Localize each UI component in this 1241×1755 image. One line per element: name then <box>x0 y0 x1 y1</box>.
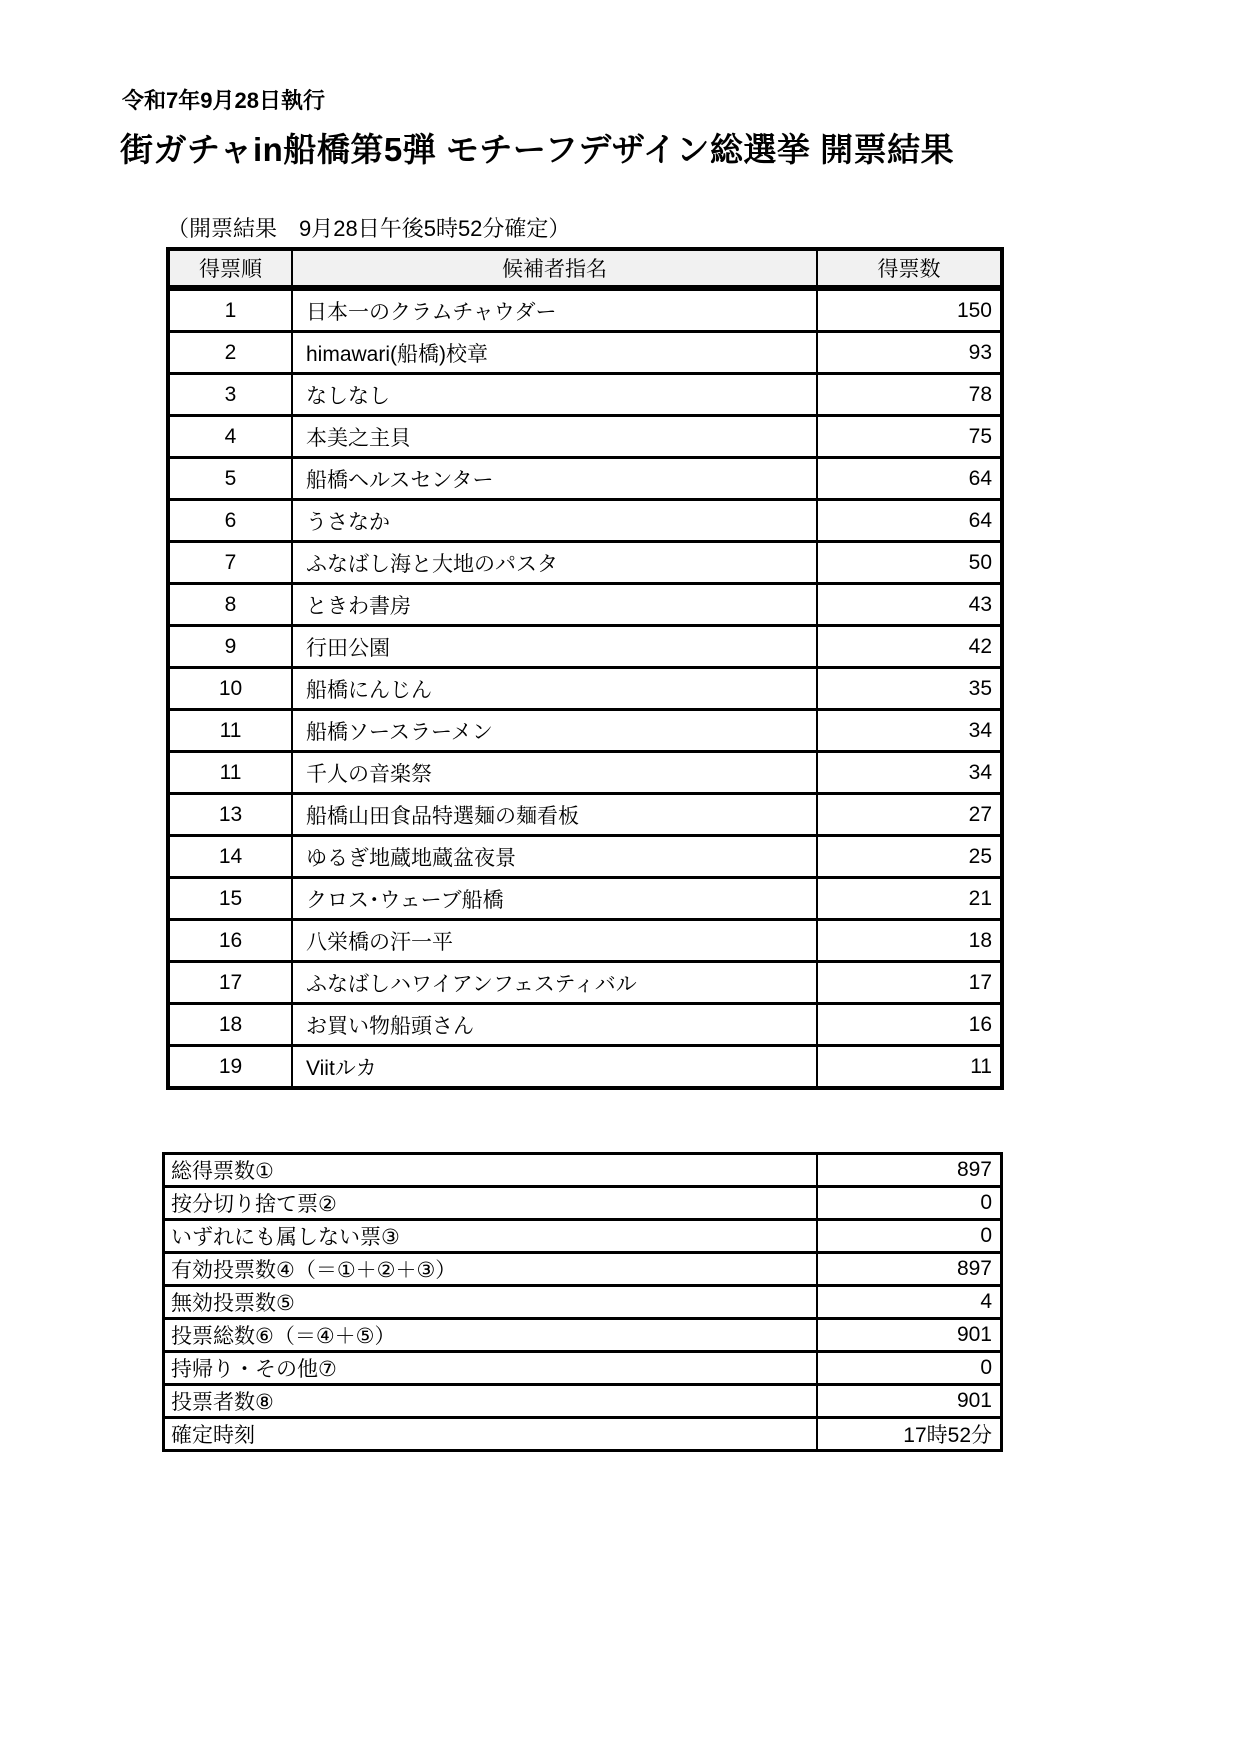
table-row <box>168 332 1002 374</box>
rank-cell: 11 <box>168 752 292 794</box>
rank-cell: 16 <box>168 920 292 962</box>
votes-cell: 150 <box>817 288 1002 332</box>
summary-label-cell: 総得票数① <box>164 1154 817 1187</box>
candidate-cell: himawari(船橋)校章 <box>292 332 817 374</box>
rank-cell: 7 <box>168 542 292 584</box>
table-row <box>168 626 1002 668</box>
table-row <box>168 920 1002 962</box>
table-row <box>168 374 1002 416</box>
summary-label-cell: 按分切り捨て票② <box>164 1187 817 1220</box>
candidate-cell: お買い物船頭さん <box>292 1004 817 1046</box>
rank-cell: 19 <box>168 1046 292 1089</box>
votes-cell: 18 <box>817 920 1002 962</box>
rank-cell: 8 <box>168 584 292 626</box>
votes-cell: 42 <box>817 626 1002 668</box>
summary-value-cell: 0 <box>817 1187 1002 1220</box>
candidate-cell: クロス･ウェーブ船橋 <box>292 878 817 920</box>
rank-cell: 4 <box>168 416 292 458</box>
table-row <box>164 1385 1002 1418</box>
summary-label-cell: 無効投票数⑤ <box>164 1286 817 1319</box>
table-row <box>168 288 1002 332</box>
votes-cell: 75 <box>817 416 1002 458</box>
summary-value-cell: 901 <box>817 1385 1002 1418</box>
table-row <box>168 500 1002 542</box>
table-row <box>164 1418 1002 1451</box>
rank-cell: 17 <box>168 962 292 1004</box>
summary-value-cell: 0 <box>817 1352 1002 1385</box>
table-row <box>168 962 1002 1004</box>
candidate-cell: 船橋ソースラーメン <box>292 710 817 752</box>
summary-label-cell: 有効投票数④（＝①＋②＋③） <box>164 1253 817 1286</box>
rank-cell: 6 <box>168 500 292 542</box>
header-rank: 得票順 <box>168 249 292 288</box>
page-title: 街ガチャin船橋第5弾 モチーフデザイン総選挙 開票結果 <box>120 131 955 168</box>
table-row <box>164 1187 1002 1220</box>
rank-cell: 9 <box>168 626 292 668</box>
table-row <box>164 1220 1002 1253</box>
issued-date-line: 令和7年9月28日執行 <box>122 88 325 113</box>
candidate-cell: 船橋ヘルスセンター <box>292 458 817 500</box>
votes-cell: 43 <box>817 584 1002 626</box>
candidate-cell: 行田公園 <box>292 626 817 668</box>
table-row <box>168 710 1002 752</box>
rank-cell: 1 <box>168 288 292 332</box>
table-row <box>168 1046 1002 1089</box>
summary-table <box>162 1152 1003 1452</box>
summary-label-cell: 投票総数⑥（＝④＋⑤） <box>164 1319 817 1352</box>
summary-label-cell: 持帰り・その他⑦ <box>164 1352 817 1385</box>
table-row <box>164 1253 1002 1286</box>
votes-cell: 34 <box>817 710 1002 752</box>
table-row <box>168 752 1002 794</box>
votes-cell: 64 <box>817 500 1002 542</box>
votes-cell: 93 <box>817 332 1002 374</box>
summary-value-cell: 897 <box>817 1253 1002 1286</box>
summary-value-cell: 17時52分 <box>817 1418 1002 1451</box>
header-candidate: 候補者指名 <box>292 249 817 288</box>
votes-cell: 21 <box>817 878 1002 920</box>
votes-cell: 78 <box>817 374 1002 416</box>
candidate-cell: うさなか <box>292 500 817 542</box>
table-row <box>168 794 1002 836</box>
table-row <box>168 584 1002 626</box>
candidate-cell: ふなばしハワイアンフェスティバル <box>292 962 817 1004</box>
summary-value-cell: 4 <box>817 1286 1002 1319</box>
results-table <box>166 247 1004 1090</box>
candidate-cell: 千人の音楽祭 <box>292 752 817 794</box>
header-votes: 得票数 <box>817 249 1002 288</box>
summary-label-cell: いずれにも属しない票③ <box>164 1220 817 1253</box>
rank-cell: 15 <box>168 878 292 920</box>
rank-cell: 11 <box>168 710 292 752</box>
table-row <box>164 1319 1002 1352</box>
table-row <box>168 668 1002 710</box>
rank-cell: 3 <box>168 374 292 416</box>
table-row <box>168 542 1002 584</box>
candidate-cell: ときわ書房 <box>292 584 817 626</box>
rank-cell: 14 <box>168 836 292 878</box>
summary-value-cell: 901 <box>817 1319 1002 1352</box>
votes-cell: 16 <box>817 1004 1002 1046</box>
votes-cell: 34 <box>817 752 1002 794</box>
candidate-cell: 日本一のクラムチャウダー <box>292 288 817 332</box>
table-row <box>164 1352 1002 1385</box>
summary-label-cell: 確定時刻 <box>164 1418 817 1451</box>
candidate-cell: Viitルカ <box>292 1046 817 1089</box>
votes-cell: 25 <box>817 836 1002 878</box>
candidate-cell: 八栄橋の汗一平 <box>292 920 817 962</box>
table-row <box>168 458 1002 500</box>
results-header-row <box>168 249 1002 288</box>
table-row <box>168 878 1002 920</box>
candidate-cell: ゆるぎ地蔵地蔵盆夜景 <box>292 836 817 878</box>
candidate-cell: 船橋にんじん <box>292 668 817 710</box>
rank-cell: 18 <box>168 1004 292 1046</box>
votes-cell: 27 <box>817 794 1002 836</box>
table-row <box>168 836 1002 878</box>
table-row <box>168 416 1002 458</box>
votes-cell: 35 <box>817 668 1002 710</box>
table-row <box>168 1004 1002 1046</box>
rank-cell: 2 <box>168 332 292 374</box>
candidate-cell: 本美之主貝 <box>292 416 817 458</box>
votes-cell: 64 <box>817 458 1002 500</box>
rank-cell: 10 <box>168 668 292 710</box>
table-row <box>164 1286 1002 1319</box>
candidate-cell: なしなし <box>292 374 817 416</box>
candidate-cell: ふなばし海と大地のパスタ <box>292 542 817 584</box>
table-row <box>164 1154 1002 1187</box>
result-confirmed-subtitle: （開票結果 9月28日午後5時52分確定） <box>167 216 571 241</box>
votes-cell: 11 <box>817 1046 1002 1089</box>
rank-cell: 13 <box>168 794 292 836</box>
rank-cell: 5 <box>168 458 292 500</box>
votes-cell: 17 <box>817 962 1002 1004</box>
summary-value-cell: 897 <box>817 1154 1002 1187</box>
votes-cell: 50 <box>817 542 1002 584</box>
summary-value-cell: 0 <box>817 1220 1002 1253</box>
candidate-cell: 船橋山田食品特選麺の麺看板 <box>292 794 817 836</box>
summary-label-cell: 投票者数⑧ <box>164 1385 817 1418</box>
